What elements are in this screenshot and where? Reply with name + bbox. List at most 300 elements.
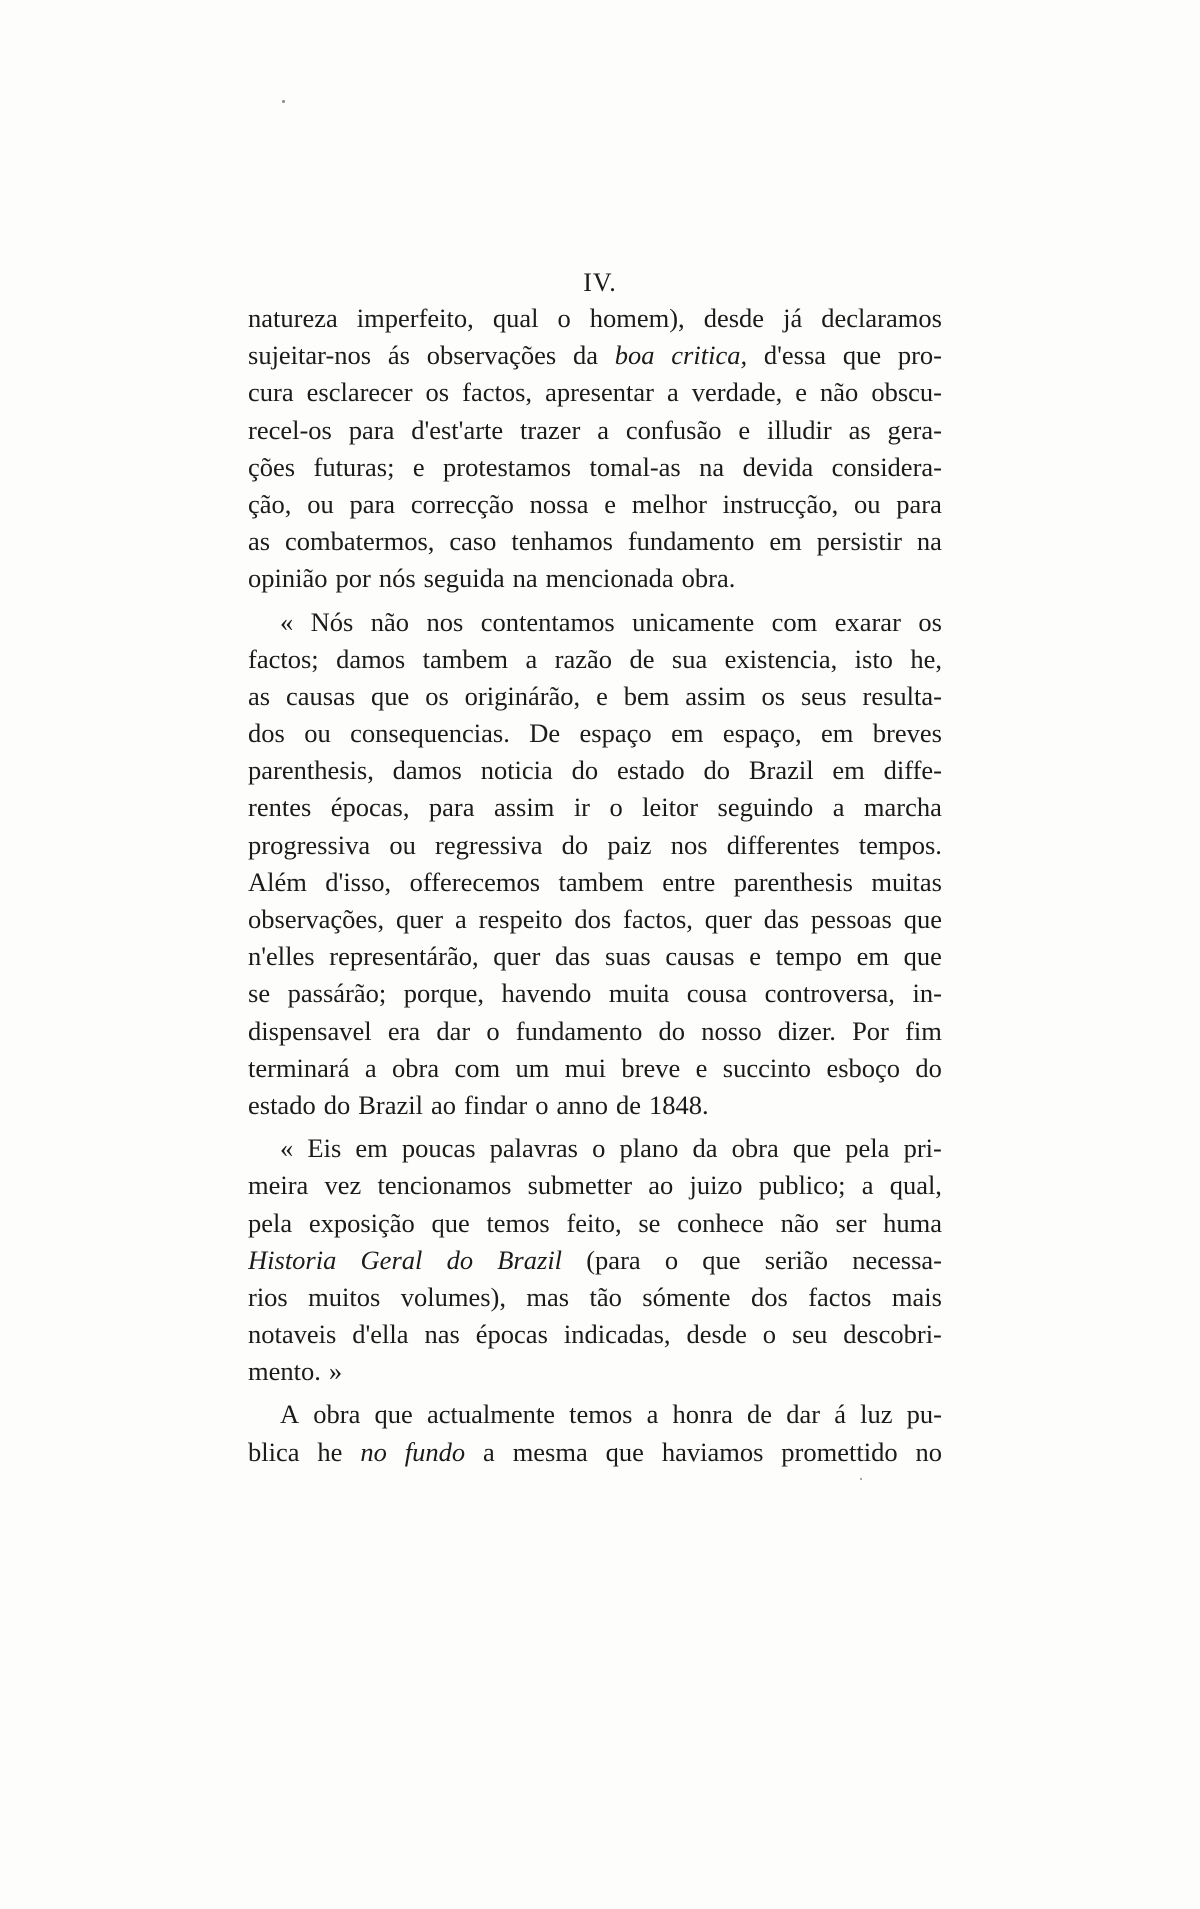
word: da bbox=[692, 1133, 718, 1164]
word: quer bbox=[493, 941, 541, 972]
word: a bbox=[646, 1399, 659, 1430]
word: épocas bbox=[475, 1319, 548, 1350]
text-line bbox=[248, 1396, 942, 1433]
word: sómente bbox=[642, 1281, 731, 1312]
word: Eis bbox=[307, 1133, 342, 1164]
word: o bbox=[592, 1133, 606, 1164]
word: tempos. bbox=[858, 829, 942, 860]
word: o bbox=[535, 1089, 549, 1120]
paper-speck bbox=[282, 100, 285, 103]
text-line bbox=[248, 604, 942, 641]
word: diffe- bbox=[883, 755, 942, 786]
word: pessoas bbox=[810, 904, 892, 934]
word: muitos bbox=[308, 1281, 381, 1312]
word: dos bbox=[248, 718, 285, 749]
word: ou bbox=[389, 829, 416, 860]
word: rios bbox=[248, 1281, 288, 1312]
word: opinião bbox=[248, 563, 328, 594]
word: terminará bbox=[248, 1052, 350, 1083]
word: que bbox=[374, 1399, 413, 1430]
text-line bbox=[248, 523, 942, 560]
word: o bbox=[557, 303, 571, 333]
word: com bbox=[771, 606, 818, 637]
word: apresentar bbox=[545, 377, 654, 408]
word: em bbox=[671, 718, 704, 749]
word: promettido bbox=[781, 1436, 898, 1467]
word: « bbox=[280, 1133, 294, 1164]
word: futuras; bbox=[313, 451, 395, 482]
word: paiz bbox=[607, 829, 652, 860]
word: do bbox=[561, 829, 589, 860]
word: imperfeito, bbox=[356, 303, 474, 333]
word: as bbox=[848, 414, 871, 445]
text-line bbox=[248, 1050, 942, 1087]
word: tão bbox=[589, 1281, 622, 1312]
word: factos, bbox=[623, 904, 693, 934]
word: para bbox=[896, 488, 942, 519]
word: persistir bbox=[816, 526, 902, 557]
word: a bbox=[832, 792, 845, 823]
word: existencia, bbox=[724, 643, 838, 674]
word: as bbox=[248, 680, 271, 711]
word: caso bbox=[449, 526, 497, 557]
word: obra. bbox=[681, 563, 736, 594]
word: » bbox=[328, 1356, 343, 1387]
word: isto bbox=[854, 643, 893, 674]
word: obra bbox=[392, 1052, 440, 1083]
text-line bbox=[248, 1130, 942, 1167]
word: conhece bbox=[677, 1207, 764, 1238]
text-line bbox=[248, 560, 942, 597]
word: e bbox=[738, 414, 751, 445]
word: ou bbox=[304, 718, 331, 749]
word: dar bbox=[786, 1399, 821, 1430]
word: ou bbox=[307, 488, 334, 519]
word: assim bbox=[685, 680, 746, 711]
word: que bbox=[903, 941, 942, 972]
word: os bbox=[425, 680, 449, 711]
word: breves bbox=[872, 718, 942, 749]
text-line bbox=[248, 486, 942, 523]
word: dispensavel bbox=[248, 1015, 372, 1046]
word: tomal-as bbox=[589, 451, 681, 482]
word: serião bbox=[764, 1244, 829, 1275]
word: he, bbox=[910, 643, 942, 674]
word: que bbox=[842, 340, 882, 371]
word: instrucção, bbox=[722, 488, 839, 519]
word: que bbox=[605, 1436, 644, 1467]
word: fundamento bbox=[627, 526, 755, 557]
text-line bbox=[248, 1013, 942, 1050]
word: a bbox=[861, 1170, 874, 1201]
word: indicadas, bbox=[563, 1319, 671, 1350]
word: havendo bbox=[501, 978, 592, 1009]
text-line bbox=[248, 827, 942, 864]
word: observações, bbox=[248, 904, 385, 934]
word: se bbox=[638, 1207, 661, 1238]
word: seu bbox=[792, 1319, 828, 1350]
word: representárão, bbox=[329, 941, 479, 972]
word: considera- bbox=[831, 451, 942, 482]
word: temos bbox=[486, 1207, 550, 1238]
word: consequencias. bbox=[350, 718, 510, 749]
word: exposição bbox=[308, 1207, 415, 1238]
word: noticia bbox=[480, 755, 553, 786]
word: em bbox=[832, 755, 865, 786]
word: temos bbox=[569, 1399, 633, 1430]
word: ao bbox=[648, 1170, 674, 1201]
word: e bbox=[749, 941, 761, 972]
word: épocas, bbox=[330, 792, 410, 823]
word: 1848. bbox=[649, 1089, 709, 1120]
word: no bbox=[360, 1436, 387, 1467]
word: causas bbox=[285, 680, 356, 711]
word: homem), bbox=[589, 303, 685, 333]
word: contentamos bbox=[480, 606, 615, 637]
word: na bbox=[512, 563, 538, 594]
word: juizo bbox=[689, 1170, 743, 1201]
word: « bbox=[280, 606, 294, 637]
word: declaramos bbox=[821, 303, 942, 333]
paper-speck bbox=[860, 1478, 862, 1480]
word: exarar bbox=[834, 606, 901, 637]
word: de bbox=[629, 643, 655, 674]
word: pu- bbox=[906, 1399, 942, 1430]
text-line bbox=[248, 1242, 942, 1279]
text-line bbox=[248, 1087, 942, 1124]
word: ção, bbox=[248, 488, 292, 519]
word: do bbox=[323, 1089, 351, 1120]
word: obscu- bbox=[871, 377, 942, 408]
text-line bbox=[248, 449, 942, 486]
word: huma bbox=[883, 1207, 942, 1238]
word: nos bbox=[426, 606, 464, 637]
word: ás bbox=[387, 340, 410, 371]
text-line bbox=[248, 789, 942, 826]
word: A bbox=[280, 1399, 300, 1430]
word: d'essa bbox=[763, 340, 827, 371]
word: causas bbox=[665, 941, 735, 972]
word: volumes), bbox=[400, 1281, 506, 1312]
word: d'isso, bbox=[325, 866, 392, 897]
text-line bbox=[248, 938, 942, 975]
word: na bbox=[916, 526, 942, 557]
word: e bbox=[695, 1052, 708, 1083]
word: controversa, bbox=[764, 978, 895, 1009]
text-line bbox=[248, 1279, 942, 1316]
word: Além bbox=[248, 866, 307, 897]
word: ções bbox=[248, 451, 296, 482]
word: a bbox=[364, 1052, 377, 1083]
word: qual bbox=[492, 303, 539, 333]
word: para bbox=[428, 792, 475, 823]
word: desde bbox=[703, 303, 765, 333]
word: com bbox=[454, 1052, 501, 1083]
text-line bbox=[248, 715, 942, 752]
word: fim bbox=[905, 1015, 942, 1046]
word: dar bbox=[436, 1015, 471, 1046]
word: observações bbox=[426, 340, 557, 371]
word: feito, bbox=[566, 1207, 622, 1238]
word: espaço bbox=[579, 718, 652, 749]
word: e bbox=[795, 377, 808, 408]
word: que bbox=[702, 1244, 741, 1275]
word: ao bbox=[430, 1089, 456, 1120]
word: trazer bbox=[520, 414, 581, 445]
word: da bbox=[572, 340, 598, 371]
text-line bbox=[248, 337, 942, 374]
word: descobri- bbox=[843, 1319, 942, 1350]
word: por bbox=[335, 563, 371, 594]
word: vez bbox=[324, 1170, 362, 1201]
word: mesma bbox=[512, 1436, 588, 1467]
text-line bbox=[248, 1205, 942, 1242]
word: das bbox=[763, 904, 800, 934]
word: illudir bbox=[766, 414, 832, 445]
word: tempo bbox=[775, 941, 842, 972]
word: do bbox=[658, 1015, 686, 1046]
word: a bbox=[483, 1436, 495, 1467]
word: estado bbox=[616, 755, 685, 786]
word: tambem bbox=[422, 643, 509, 674]
word: originárão, bbox=[464, 680, 581, 711]
word: leitor bbox=[642, 792, 699, 823]
word: palavras bbox=[489, 1133, 578, 1164]
word: natureza bbox=[248, 303, 338, 333]
word: nos bbox=[670, 829, 708, 860]
word: muitas bbox=[871, 866, 942, 897]
word: verdade, bbox=[691, 377, 783, 408]
word: factos bbox=[808, 1281, 872, 1312]
word: protestamos bbox=[443, 451, 572, 482]
word: a bbox=[454, 904, 467, 934]
word: luz bbox=[860, 1399, 893, 1430]
text-line bbox=[248, 1434, 942, 1471]
word: estado bbox=[248, 1089, 316, 1120]
word: parenthesis, bbox=[248, 755, 374, 786]
word: do bbox=[571, 755, 599, 786]
word: actualmente bbox=[426, 1399, 555, 1430]
word: bem bbox=[623, 680, 670, 711]
word: mais bbox=[891, 1281, 942, 1312]
word: que bbox=[371, 680, 410, 711]
word: suas bbox=[605, 941, 651, 972]
word: em bbox=[355, 1133, 388, 1164]
word: resulta- bbox=[862, 680, 942, 711]
word: meira bbox=[248, 1170, 309, 1201]
word: rentes bbox=[248, 792, 312, 823]
word: combatermos, bbox=[285, 526, 435, 557]
word: in- bbox=[912, 978, 942, 1009]
word: submetter bbox=[527, 1170, 633, 1201]
word: não bbox=[780, 1207, 819, 1238]
word: seguida bbox=[423, 563, 505, 594]
text-line bbox=[248, 1316, 942, 1353]
word: do bbox=[446, 1244, 474, 1275]
word: quer bbox=[395, 904, 444, 934]
word: quer bbox=[704, 904, 752, 934]
text-line bbox=[248, 1353, 942, 1390]
word: seus bbox=[800, 680, 847, 711]
word: marcha bbox=[863, 792, 942, 823]
word: ir bbox=[573, 792, 590, 823]
text-line bbox=[248, 300, 942, 337]
word: he bbox=[317, 1436, 343, 1467]
word: do bbox=[703, 755, 730, 786]
word: o bbox=[609, 792, 623, 823]
word: sua bbox=[671, 643, 708, 674]
word: era bbox=[387, 1015, 421, 1046]
word: factos; bbox=[248, 643, 319, 674]
word: haviamos bbox=[661, 1436, 764, 1467]
text-line bbox=[248, 901, 942, 938]
word: entre bbox=[662, 866, 716, 897]
word: necessa- bbox=[852, 1244, 942, 1275]
word: os bbox=[425, 377, 450, 408]
word: nas bbox=[424, 1319, 460, 1350]
word: pro- bbox=[897, 340, 942, 371]
text-line bbox=[248, 1167, 942, 1204]
word: e bbox=[604, 488, 617, 519]
word: os bbox=[918, 606, 942, 637]
word: tenhamos bbox=[511, 526, 613, 557]
word: Brazil bbox=[748, 755, 814, 786]
word: obra bbox=[731, 1133, 779, 1164]
page-number: IV. bbox=[583, 268, 617, 297]
word: os bbox=[761, 680, 786, 711]
word: recel-os bbox=[248, 414, 332, 445]
word: para bbox=[349, 488, 396, 519]
word: muita bbox=[608, 978, 670, 1009]
word: desde bbox=[686, 1319, 747, 1350]
word: regressiva bbox=[435, 829, 543, 860]
word: ou bbox=[853, 488, 881, 519]
word: ser bbox=[835, 1207, 867, 1238]
word: Historia bbox=[248, 1244, 337, 1275]
word: boa bbox=[614, 340, 655, 371]
word: e bbox=[412, 451, 425, 482]
word: de bbox=[747, 1399, 773, 1430]
word: Nós bbox=[310, 606, 354, 637]
word: devida bbox=[742, 451, 814, 482]
word: anno bbox=[556, 1089, 609, 1120]
word: d'ella bbox=[352, 1319, 409, 1350]
word: obra bbox=[313, 1399, 361, 1430]
word: se bbox=[248, 978, 271, 1009]
word: dizer. bbox=[777, 1015, 836, 1046]
word: findar bbox=[463, 1089, 528, 1120]
word: e bbox=[596, 680, 608, 711]
word: tambem bbox=[558, 866, 644, 897]
word: esclarecer bbox=[306, 377, 413, 408]
word: poucas bbox=[401, 1133, 476, 1164]
word: para bbox=[348, 414, 395, 445]
word: blica bbox=[248, 1436, 300, 1467]
word: assim bbox=[493, 792, 555, 823]
word: do bbox=[915, 1052, 942, 1083]
word: de bbox=[616, 1089, 642, 1120]
text-line bbox=[248, 752, 942, 789]
word: mas bbox=[526, 1281, 570, 1312]
word: na bbox=[699, 451, 725, 482]
word: Brazil bbox=[497, 1244, 563, 1275]
text-line bbox=[248, 975, 942, 1012]
word: honra bbox=[672, 1399, 733, 1430]
word: das bbox=[555, 941, 591, 972]
word: correcção bbox=[410, 488, 514, 519]
word: tencionamos bbox=[377, 1170, 512, 1201]
word: a bbox=[525, 643, 538, 674]
word: plano bbox=[619, 1133, 679, 1164]
word: pri- bbox=[903, 1133, 942, 1164]
word: factos, bbox=[462, 377, 533, 408]
word: offerecemos bbox=[409, 866, 541, 897]
word: De bbox=[529, 718, 561, 749]
word: esboço bbox=[826, 1052, 901, 1083]
word: passárão; bbox=[287, 978, 387, 1009]
word: porque, bbox=[403, 978, 484, 1009]
word: notaveis bbox=[248, 1319, 337, 1350]
word: mencionada bbox=[545, 563, 674, 594]
word: não bbox=[820, 377, 859, 408]
word: que bbox=[431, 1207, 470, 1238]
word: cura bbox=[248, 377, 294, 408]
word: espaço, bbox=[722, 718, 802, 749]
word: respeito bbox=[478, 904, 563, 934]
word: breve bbox=[621, 1052, 681, 1083]
word: parenthesis bbox=[733, 866, 853, 897]
word: succinto bbox=[722, 1052, 812, 1083]
word: que bbox=[792, 1133, 832, 1164]
word: sujeitar-nos bbox=[248, 340, 372, 371]
word: o bbox=[762, 1319, 777, 1350]
word: pela bbox=[845, 1133, 890, 1164]
word: melhor bbox=[631, 488, 707, 519]
word: differentes bbox=[726, 829, 840, 860]
word: critica, bbox=[671, 340, 748, 371]
word: damos bbox=[336, 643, 406, 674]
word: em bbox=[769, 526, 802, 557]
word: Brazil bbox=[358, 1089, 423, 1120]
text-line bbox=[248, 864, 942, 901]
word: (para bbox=[586, 1244, 641, 1275]
word: o bbox=[486, 1015, 500, 1046]
word: não bbox=[370, 606, 410, 637]
word: Por bbox=[852, 1015, 889, 1046]
word: mento. bbox=[248, 1356, 321, 1387]
word: que bbox=[903, 904, 942, 934]
word: qual, bbox=[889, 1170, 942, 1201]
word: dos bbox=[750, 1281, 788, 1312]
word: unicamente bbox=[632, 606, 755, 637]
word: gera- bbox=[887, 414, 942, 445]
word: fundamento bbox=[515, 1015, 643, 1046]
text-line bbox=[248, 678, 942, 715]
word: publico; bbox=[758, 1170, 846, 1201]
word: a bbox=[597, 414, 609, 445]
word: um bbox=[515, 1052, 550, 1083]
word: seguindo bbox=[717, 792, 814, 823]
word: damos bbox=[392, 755, 462, 786]
word: nosso bbox=[701, 1015, 762, 1046]
word: no bbox=[915, 1436, 942, 1467]
word: em bbox=[856, 941, 889, 972]
word: fundo bbox=[404, 1436, 466, 1467]
word: as bbox=[248, 526, 271, 557]
text-body bbox=[248, 300, 942, 1471]
word: a bbox=[666, 377, 679, 408]
word: razão bbox=[554, 643, 613, 674]
